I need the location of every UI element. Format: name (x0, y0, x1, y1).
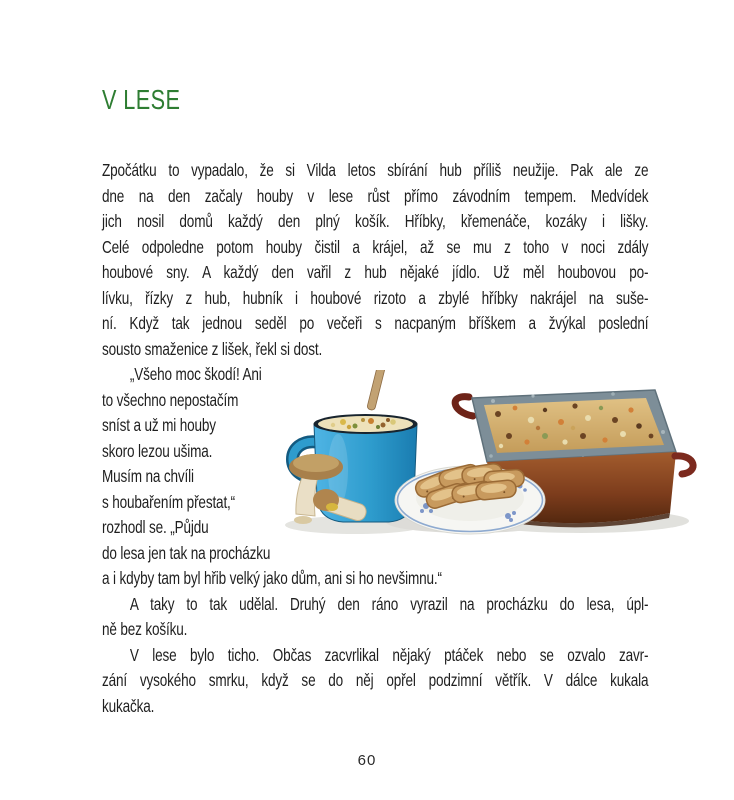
chapter-title: V LESE (102, 84, 181, 115)
pan-left-handle (455, 397, 473, 416)
text-line: lívku, řízky z hub, hubník i houbové rizoto a zbylé hříbky nakrájel na suše- (102, 287, 649, 308)
text-line: zání vysokého smrku, když se do něj opřel podzimní větřík. V dálce kukala (102, 670, 649, 690)
text-line: rozhodl se. „Půjdu (102, 517, 209, 537)
text-line: to všechno nepostačím (102, 389, 239, 410)
text-line: jich nosil domů každý den plný košík. Hříbky, křemenáče, kozáky i lišky. (102, 211, 649, 231)
text-line: Zpočátku to vypadalo, že si Vilda letos sbírání hub příliš neužije. Pak ale ze (102, 160, 649, 180)
text-line: ní. Když tak jednou seděl po večeři s nacpaným bříškem a žvýkal poslední (102, 313, 649, 333)
text-line: dne na den začaly houby v lese růst přímo závodním tempem. Medvídek (102, 185, 649, 206)
text-line: „Všeho moc škodí! Ani (129, 364, 262, 384)
text-line: a i kdyby tam byl hřib velký jako dům, ani si ho nevšimnu.“ (102, 568, 442, 588)
pan-right-handle (675, 456, 693, 474)
page-number: 60 (357, 752, 377, 769)
text-line: kukačka. (102, 695, 155, 716)
text-line: do lesa jen tak na procházku (102, 542, 271, 563)
text-line: ně bez košíku. (102, 619, 188, 639)
text-line: Musím na chvíli (102, 466, 194, 486)
text-line: V lese bylo ticho. Občas zacvrlikal nějaký ptáček nebo se ozvalo zavr- (129, 644, 649, 665)
text-line: A taky to tak udělal. Druhý den ráno vyrazil na procházku do lesa, úpl- (129, 593, 649, 614)
plate-illustration (395, 463, 545, 534)
text-line: s houbařením přestat,“ (102, 491, 236, 512)
text-line: sousto smaženice z lišek, řekl si dost. (102, 338, 323, 359)
text-line: Celé odpoledne potom houby čistil a krájel, až se mu z toho v noci zdály (102, 236, 649, 257)
text-line: houbové sny. A každý den vařil z hub nějaké jídlo. Už měl houbovou po- (102, 262, 649, 282)
text-line: skoro lezou ušima. (102, 440, 213, 461)
food-photo-illustration (283, 370, 703, 550)
wooden-spoon (367, 370, 391, 411)
text-line: sníst a už mi houby (102, 415, 216, 435)
